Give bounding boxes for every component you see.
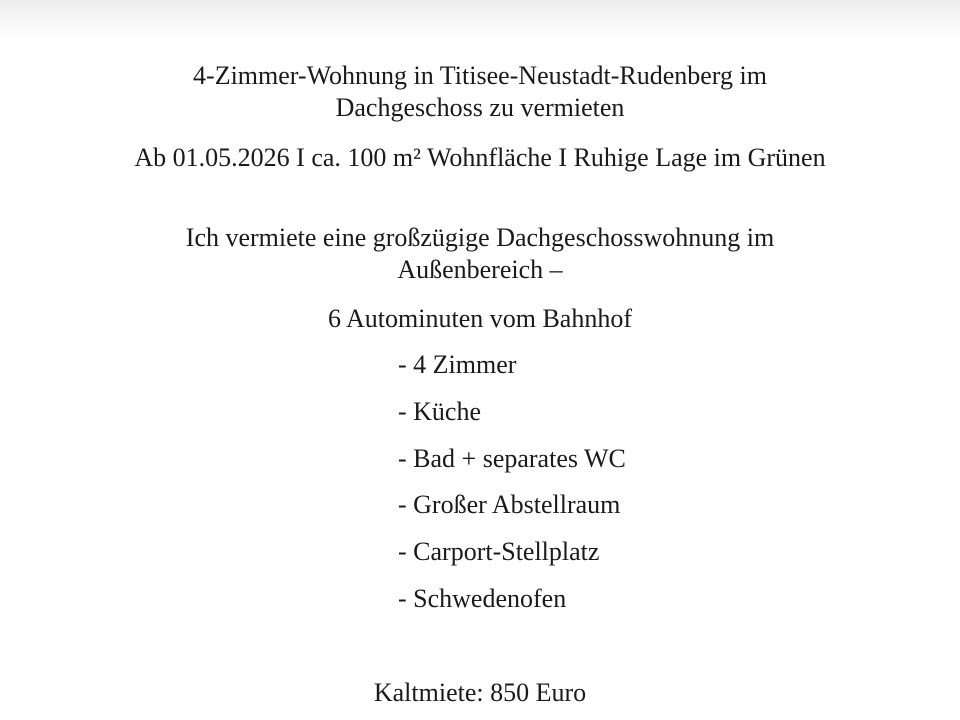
listing-title: 4-Zimmer-Wohnung in Titisee-Neustadt-Rudenberg im Dachgeschoss zu vermieten: [193, 61, 767, 122]
rent-price: Kaltmiete: 850 Euro: [373, 678, 587, 707]
listing-intro: Ich vermiete eine großzügige Dachgeschosswohnung im Außenbereich –: [185, 223, 775, 284]
listing-subtitle: Ab 01.05.2026 I ca. 100 m² Wohnfläche I Ruhige Lage im Grünen: [134, 143, 826, 172]
feature-list: [398, 349, 626, 630]
listing-distance: 6 Autominuten vom Bahnhof: [327, 304, 633, 333]
feature-item: - Carport-Stellplatz: [398, 537, 600, 567]
feature-item: - Großer Abstellraum: [398, 490, 621, 520]
feature-item: - Schwedenofen: [398, 583, 567, 613]
feature-item: - Bad + separates WC: [398, 443, 626, 473]
feature-item: - Küche: [398, 396, 482, 426]
feature-item: - 4 Zimmer: [398, 350, 517, 379]
